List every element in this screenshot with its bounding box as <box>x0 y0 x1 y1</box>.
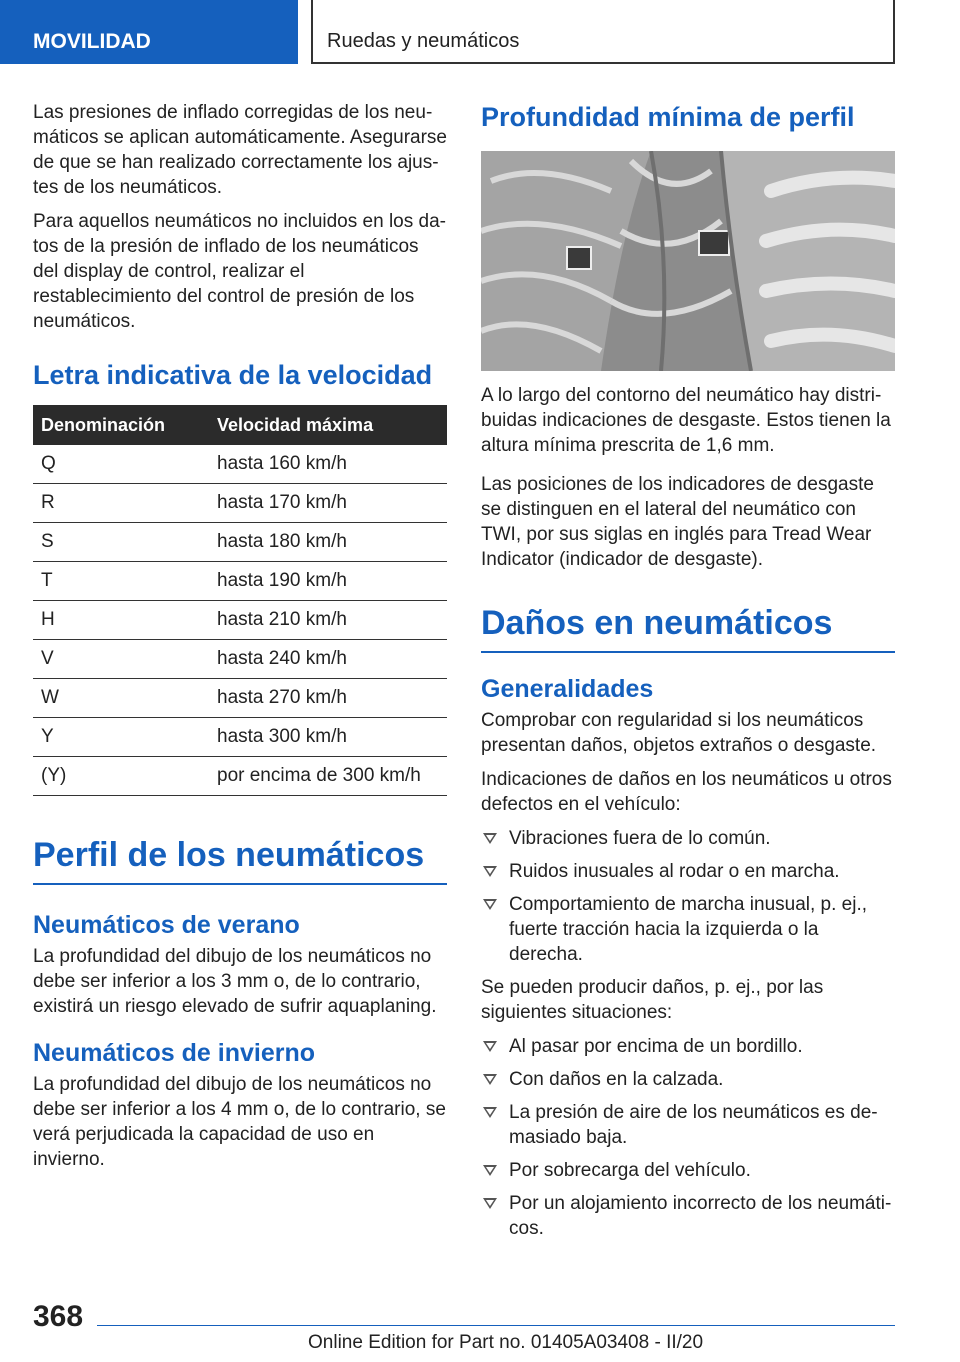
header-section <box>0 0 298 64</box>
table-cell: hasta 190 km/h <box>209 562 447 601</box>
table-header-row <box>33 405 447 445</box>
triangle-bullet-icon <box>483 1107 497 1118</box>
table-row <box>33 484 447 523</box>
triangle-bullet-icon <box>483 1041 497 1052</box>
header-section-label: MOVILIDAD <box>33 30 151 53</box>
table-cell: V <box>33 640 209 679</box>
paragraph: Indicaciones de daños en los neumáticos u otros defectos en el vehículo: <box>481 769 892 815</box>
footer-divider <box>97 1325 895 1326</box>
table-cell: Q <box>33 445 209 484</box>
list-item <box>481 892 895 967</box>
table-cell: hasta 160 km/h <box>209 445 447 484</box>
triangle-bullet-icon <box>483 866 497 877</box>
header-chapter-label: Ruedas y neumáticos <box>327 30 520 52</box>
table-row <box>33 718 447 757</box>
list-item <box>481 1100 895 1150</box>
paragraph: Se pueden producir daños, p. ej., por las siguientes situaciones: <box>481 977 824 1023</box>
list-item-text: La presión de aire de los neumáticos es demasiado baja. <box>509 1102 878 1148</box>
table-cell: (Y) <box>33 757 209 796</box>
summer-heading: Neumáticos de verano <box>33 911 300 939</box>
paragraph: Para aquellos neumáticos no incluidos en los datos de la presión de inflado de los neumáticos del display de control, realizar el restablecimiento del control de presión de los neumáticos. <box>33 211 446 332</box>
table-cell: S <box>33 523 209 562</box>
table-cell: por encima de 300 km/h <box>209 757 447 796</box>
table-row <box>33 757 447 796</box>
list-item <box>481 826 895 851</box>
edition-text: Online Edition for Part no. 01405A03408 - II/20 <box>308 1332 704 1353</box>
list-item <box>481 859 895 884</box>
table-cell: H <box>33 601 209 640</box>
paragraph: A lo largo del contorno del neumático hay distribuidas indicaciones de desgaste. Estos tienen la altura mínima prescrita de 1,6 mm. <box>481 385 891 456</box>
list-item-text: Al pasar por encima de un bordillo. <box>509 1036 803 1057</box>
profile-heading: Perfil de los neumáticos <box>33 836 447 885</box>
table-cell: Y <box>33 718 209 757</box>
table-header: Denominación <box>33 405 209 445</box>
table-cell: hasta 270 km/h <box>209 679 447 718</box>
list-item-text: Comportamiento de marcha inusual, p. ej., fuerte tracción hacia la izquierda o la derecha. <box>509 894 868 965</box>
triangle-bullet-icon <box>483 833 497 844</box>
page-number: 368 <box>33 1300 84 1333</box>
speed-heading: Letra indicativa de la velocidad <box>33 360 433 390</box>
table-cell: W <box>33 679 209 718</box>
list-item <box>481 1067 895 1092</box>
paragraph: Las presiones de inflado corregidas de los neumáticos se aplican automáticamente. Asegurarse de que se han realizado correctamente los ajustes de los neumáticos. <box>33 102 447 198</box>
table-cell: hasta 210 km/h <box>209 601 447 640</box>
paragraph: Las posiciones de los indicadores de desgaste se distinguen en el lateral del neumático con TWI, por sus siglas en inglés para Tread Wear Indicator (indicador de desgaste). <box>481 474 874 570</box>
table-cell: hasta 180 km/h <box>209 523 447 562</box>
table-row <box>33 640 447 679</box>
list-item-text: Ruidos inusuales al rodar o en marcha. <box>509 861 840 882</box>
summer-text: La profundidad del dibujo de los neumáticos no debe ser inferior a los 3 mm o, de lo contrario, existirá un riesgo elevado de sufrir aquaplaning. <box>33 946 437 1017</box>
table-cell: hasta 240 km/h <box>209 640 447 679</box>
paragraph: Comprobar con regularidad si los neumáticos presentan daños, objetos extraños o desgaste. <box>481 710 877 756</box>
table-row <box>33 601 447 640</box>
min-depth-heading: Profundidad mínima de perfil <box>481 102 855 132</box>
list-item <box>481 1191 895 1241</box>
triangle-bullet-icon <box>483 1198 497 1209</box>
left-column <box>33 100 447 1181</box>
general-heading: Generalidades <box>481 675 654 703</box>
winter-heading: Neumáticos de invierno <box>33 1039 316 1067</box>
list-item <box>481 1158 895 1183</box>
symptom-list <box>481 826 895 967</box>
winter-text: La profundidad del dibujo de los neumáticos no debe ser inferior a los 4 mm o, de lo contrario, se verá perjudicada la capacidad de uso en invierno. <box>33 1074 446 1170</box>
list-item-text: Con daños en la calzada. <box>509 1069 724 1090</box>
table-row <box>33 523 447 562</box>
table-cell: T <box>33 562 209 601</box>
table-cell: R <box>33 484 209 523</box>
table-header: Velocidad máxima <box>209 405 447 445</box>
table-row <box>33 445 447 484</box>
header-chapter <box>311 0 895 64</box>
triangle-bullet-icon <box>483 899 497 910</box>
table-row <box>33 562 447 601</box>
list-item-text: Por sobrecarga del vehículo. <box>509 1160 751 1181</box>
list-item-text: Vibraciones fuera de lo común. <box>509 828 771 849</box>
cause-list <box>481 1034 895 1241</box>
list-item <box>481 1034 895 1059</box>
list-item-text: Por un alojamiento incorrecto de los neumáticos. <box>509 1193 892 1239</box>
tire-tread-image <box>481 151 895 371</box>
table-row <box>33 679 447 718</box>
right-column <box>481 100 895 1249</box>
triangle-bullet-icon <box>483 1074 497 1085</box>
tire-tread-illustration <box>481 151 895 371</box>
damage-heading: Daños en neumáticos <box>481 604 895 653</box>
triangle-bullet-icon <box>483 1165 497 1176</box>
table-cell: hasta 170 km/h <box>209 484 447 523</box>
speed-table <box>33 405 447 796</box>
table-cell: hasta 300 km/h <box>209 718 447 757</box>
